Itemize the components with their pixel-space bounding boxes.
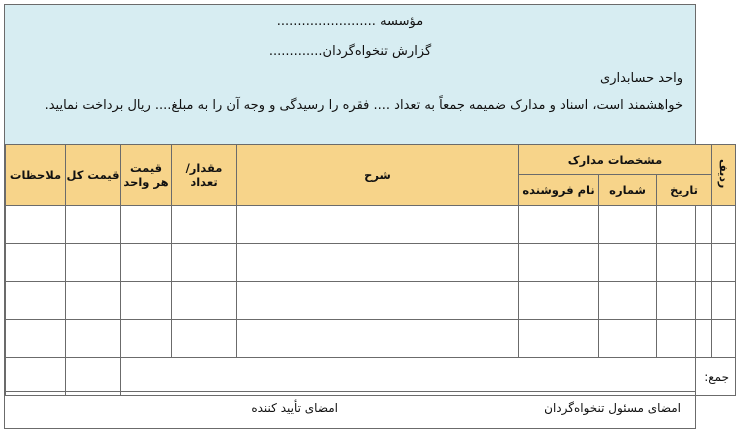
unit-line: واحد حسابداری [600,71,683,86]
signature-bar [5,391,695,428]
col-unit-price-header: قیمت هر واحد [121,145,172,206]
sum-total-cell [66,358,121,396]
table-row [6,244,736,282]
form-header [5,5,695,145]
table-row [6,320,736,358]
table-row [6,282,736,320]
col-description-header: شرح [237,145,519,206]
report-title: گزارش تنخواه‌گردان............. [268,44,432,59]
sum-label: جمع: [121,358,736,396]
petty-cash-form [4,4,731,429]
col-notes-header: ملاحظات [6,145,66,206]
sum-notes-cell [6,358,66,396]
table-row [6,206,736,244]
col-number-header: شماره [599,175,657,206]
col-total-price-header: قیمت کل [66,145,121,206]
officer-signature-label: امضای مسئول تنخواه‌گردان [544,401,681,415]
sum-row [6,358,736,396]
col-docs-group-header: مشخصات مدارک [519,145,712,175]
col-quantity-header: مقدار/تعداد [172,145,237,206]
institute-line: مؤسسه ........................ [276,14,424,29]
col-seller-header: نام فروشنده [519,175,599,206]
request-text: خواهشمند است، اسناد و مدارک ضمیمه جمعاً به تعداد .... فقره را رسیدگی و وجه آن را به مبلغ.... ریال برداخت نمایید. [44,98,683,113]
items-table [5,144,736,396]
approver-signature-label: امضای تأیید کننده [251,401,338,415]
col-date-header: تاریخ [657,175,712,206]
col-row-header: ردیف [712,145,736,206]
